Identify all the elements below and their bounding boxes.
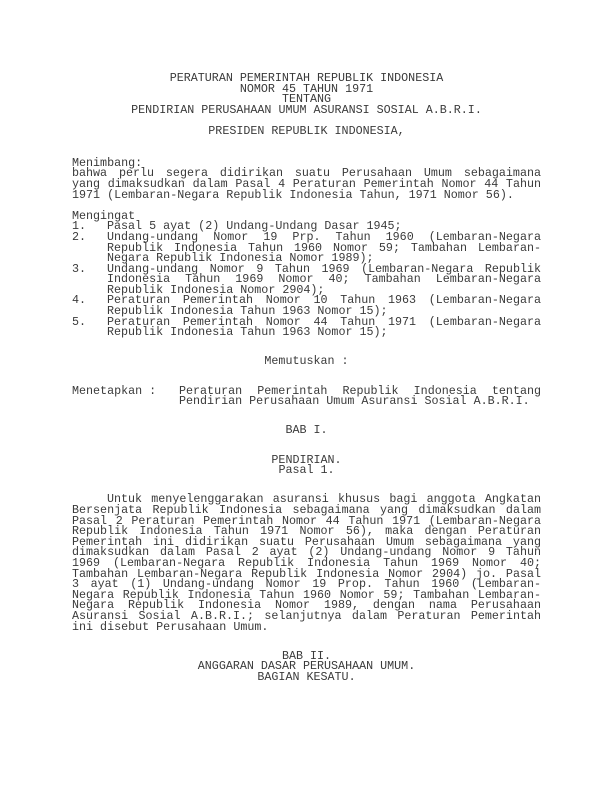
pasal-1-paragraph — [72, 494, 541, 632]
menimbang-line: yang dimaksudkan dalam Pasal 4 Peraturan Pemerintah Nomor 44 Tahun — [72, 176, 541, 191]
paragraph-line: Bersenjata Republik Indonesia sebagaimana yang dimaksudkan dalam — [72, 502, 541, 517]
list-number: 4. — [72, 293, 87, 308]
list-line: Peraturan Pemerintah Nomor 44 Tahun 1971 (Lembaran-Negara — [107, 314, 541, 329]
list-line: Peraturan Pemerintah Nomor 10 Tahun 1963 (Lembaran-Negara — [107, 293, 541, 308]
menetapkan-line: Pendirian Perusahaan Umum Asuransi Sosial A.B.R.I. — [179, 394, 530, 409]
paragraph-line: Republik Indonesia Tahun 1971 Nomor 56), maka dengan Peraturan — [72, 524, 541, 539]
menetapkan-line: Peraturan Pemerintah Republik Indonesia tentang — [179, 383, 541, 398]
paragraph-line: Negara Republik Indonesia Nomor 1989, dengan nama Perusahaan — [72, 598, 541, 613]
list-line: Pasal 5 ayat (2) Undang-Undang Dasar 1945; — [107, 219, 402, 234]
paragraph-line: Pemerintah ini didirikan suatu Perusahaan Umum sebagaimana yang — [72, 534, 541, 549]
menetapkan-block — [72, 383, 541, 409]
bab2-subtitle: ANGGARAN DASAR PERUSAHAAN UMUM. — [197, 659, 416, 674]
mengingat-item-2 — [72, 229, 541, 266]
list-line: Republik Indonesia Tahun 1963 Nomor 15); — [107, 304, 388, 319]
paragraph-line: 1969 (Lembaran-Negara Republik Indonesia Tahun 1969 Nomor 40; — [72, 555, 541, 570]
list-line: Republik Indonesia Nomor 2904); — [107, 282, 325, 297]
list-line: Republik Indonesia Tahun 1963 Nomor 15); — [107, 325, 388, 340]
bagian-kesatu-heading: BAGIAN KESATU. — [257, 669, 356, 684]
president-heading: PRESIDEN REPUBLIK INDONESIA, — [208, 123, 405, 138]
paragraph-line: Untuk menyelenggarakan asuransi khusus bagi anggota Angkatan — [107, 492, 541, 507]
memutuskan-heading: Memutuskan : — [264, 354, 349, 369]
bab1-subtitle: PENDIRIAN. — [271, 452, 342, 467]
paragraph-line: Pasal 2 Peraturan Pemerintah Nomor 44 Tahun 1971 (Lembaran-Negara — [72, 513, 541, 528]
menimbang-line: bahwa perlu segera didirikan suatu Perusahaan Umum sebagaimana — [72, 166, 541, 181]
bab2-title: BAB II. — [281, 648, 332, 663]
title-line-3: TENTANG — [281, 92, 332, 107]
title-line-4: PENDIRIAN PERUSAHAAN UMUM ASURANSI SOSIAL A.B.R.I. — [131, 102, 482, 117]
list-number: 2. — [72, 229, 87, 244]
title-line-1: PERATURAN PEMERINTAH REPUBLIK INDONESIA — [169, 71, 444, 85]
mengingat-label: Mengingat — [72, 208, 136, 223]
list-line: Republik Indonesia Tahun 1960 Nomor 59; Tambahan Lembaran- — [107, 240, 541, 255]
document-page — [72, 73, 541, 682]
paragraph-line: Negara Republik Indonesia Tahun 1960 Nomor 59; Tambahan Lembaran- — [72, 587, 541, 602]
list-number: 1. — [72, 219, 87, 234]
mengingat-item-5 — [72, 314, 541, 340]
title-line-2: NOMOR 45 TAHUN 1971 — [239, 81, 374, 96]
list-line: Undang-undang Nomor 19 Prp. Tahun 1960 (Lembaran-Negara — [107, 229, 541, 244]
mengingat-item-3 — [72, 261, 541, 297]
mengingat-item-4 — [72, 293, 541, 319]
bab1-title: BAB I. — [285, 423, 328, 438]
paragraph-line: Tambahan Lembaran-Negara Republik Indonesia Nomor 2904) jo. Pasal — [72, 566, 541, 581]
paragraph-line: dimaksudkan dalam Pasal 2 ayat (2) Undang-undang Nomor 9 Tahun — [72, 545, 541, 560]
list-number: 5. — [72, 314, 87, 329]
paragraph-line: ini disebut Perusahaan Umum. — [72, 619, 269, 634]
list-line: Negara Republik Indonesia Nomor 1989); — [107, 251, 374, 266]
paragraph-line: 3 ayat (1) Undang-undang Nomor 19 Prop. Tahun 1960 (Lembaran- — [72, 577, 541, 592]
pasal-1-heading: Pasal 1. — [278, 463, 335, 478]
menimbang-line: 1971 (Lembaran-Negara Republik Indonesia Tahun, 1971 Nomor 56). — [72, 187, 514, 202]
list-line: Indonesia Tahun 1969 Nomor 40; Tambahan Lembaran-Negara — [107, 272, 541, 287]
paragraph-line: Asuransi Sosial A.B.R.I.; selanjutnya dalam Peraturan Pemerintah — [72, 608, 541, 623]
menimbang-label: Menimbang: — [72, 155, 143, 170]
list-number: 3. — [72, 261, 87, 276]
menetapkan-label: Menetapkan : — [72, 383, 157, 398]
list-line: Undang-undang Nomor 9 Tahun 1969 (Lembaran-Negara Republik — [107, 261, 541, 276]
